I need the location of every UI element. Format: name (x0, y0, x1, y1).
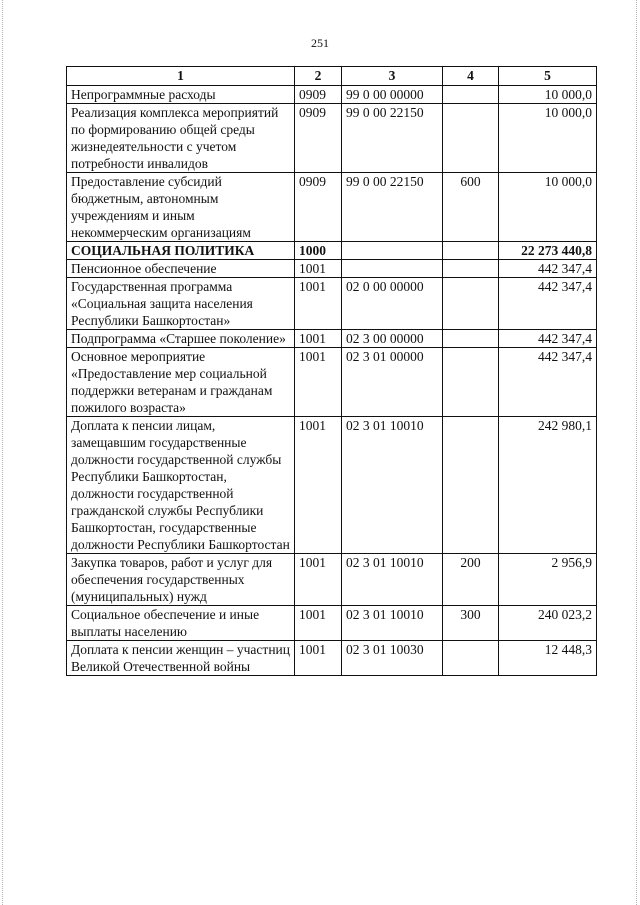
cell-expense-type (443, 641, 499, 676)
cell-amount: 442 347,4 (499, 278, 597, 330)
budget-table (66, 66, 597, 676)
cell-name: Доплата к пенсии лицам, замещавшим государственные должности государственной службы Республики Башкортостан, должности государственной гражданской службы Республики Башкортостан, государственные должности Республики Башкортостан (67, 417, 295, 554)
cell-section: 1001 (295, 417, 342, 554)
cell-name: Закупка товаров, работ и услуг для обеспечения государственных (муниципальных) нужд (67, 554, 295, 606)
cell-name: Непрограммные расходы (67, 86, 295, 104)
cell-amount: 442 347,4 (499, 348, 597, 417)
table-row (67, 641, 597, 676)
cell-name: Реализация комплекса мероприятий по формированию общей среды жизнедеятельности с учетом потребности инвалидов (67, 104, 295, 173)
cell-amount: 2 956,9 (499, 554, 597, 606)
cell-section: 1001 (295, 348, 342, 417)
cell-expense-type (443, 417, 499, 554)
cell-expense-type (443, 278, 499, 330)
table-row (67, 86, 597, 104)
table-row (67, 554, 597, 606)
cell-expense-type (443, 348, 499, 417)
cell-target-article (342, 242, 443, 260)
cell-name: Основное мероприятие «Предоставление мер социальной поддержки ветеранам и гражданам пожилого возраста» (67, 348, 295, 417)
cell-amount: 12 448,3 (499, 641, 597, 676)
scan-edge-right (636, 0, 638, 905)
cell-target-article: 02 3 01 10010 (342, 417, 443, 554)
table-header (67, 67, 597, 86)
header-col-5: 5 (499, 67, 597, 86)
cell-target-article: 02 3 01 10010 (342, 554, 443, 606)
cell-name: Пенсионное обеспечение (67, 260, 295, 278)
cell-target-article: 02 3 01 00000 (342, 348, 443, 417)
cell-section: 1001 (295, 641, 342, 676)
cell-section: 0909 (295, 104, 342, 173)
cell-name: Государственная программа «Социальная защита населения Республики Башкортостан» (67, 278, 295, 330)
cell-section: 0909 (295, 173, 342, 242)
cell-section: 1001 (295, 260, 342, 278)
cell-section: 1001 (295, 606, 342, 641)
cell-section: 1001 (295, 330, 342, 348)
cell-amount: 10 000,0 (499, 86, 597, 104)
cell-section: 1001 (295, 554, 342, 606)
cell-amount: 240 023,2 (499, 606, 597, 641)
cell-name: СОЦИАЛЬНАЯ ПОЛИТИКА (67, 242, 295, 260)
cell-expense-type (443, 330, 499, 348)
table-row (67, 260, 597, 278)
header-col-3: 3 (342, 67, 443, 86)
table-row (67, 417, 597, 554)
cell-target-article (342, 260, 443, 278)
cell-name: Социальное обеспечение и иные выплаты населению (67, 606, 295, 641)
header-col-1: 1 (67, 67, 295, 86)
table-row (67, 104, 597, 173)
cell-target-article: 02 3 01 10010 (342, 606, 443, 641)
cell-target-article: 99 0 00 22150 (342, 104, 443, 173)
cell-expense-type (443, 86, 499, 104)
cell-amount: 22 273 440,8 (499, 242, 597, 260)
table-row (67, 278, 597, 330)
cell-target-article: 02 0 00 00000 (342, 278, 443, 330)
cell-amount: 10 000,0 (499, 104, 597, 173)
cell-target-article: 99 0 00 22150 (342, 173, 443, 242)
table-row (67, 348, 597, 417)
cell-section: 1000 (295, 242, 342, 260)
cell-expense-type (443, 260, 499, 278)
table-row (67, 173, 597, 242)
header-col-4: 4 (443, 67, 499, 86)
cell-expense-type: 600 (443, 173, 499, 242)
cell-amount: 242 980,1 (499, 417, 597, 554)
cell-name: Доплата к пенсии женщин – участниц Великой Отечественной войны (67, 641, 295, 676)
table-row (67, 330, 597, 348)
cell-target-article: 02 3 00 00000 (342, 330, 443, 348)
cell-expense-type (443, 242, 499, 260)
cell-section: 0909 (295, 86, 342, 104)
cell-expense-type: 200 (443, 554, 499, 606)
page-number: 251 (311, 36, 329, 50)
cell-amount: 10 000,0 (499, 173, 597, 242)
table-row (67, 606, 597, 641)
cell-name: Подпрограмма «Старшее поколение» (67, 330, 295, 348)
cell-name: Предоставление субсидий бюджетным, автономным учреждениям и иным некоммерческим организациям (67, 173, 295, 242)
scan-edge-left (2, 0, 4, 905)
cell-expense-type (443, 104, 499, 173)
cell-amount: 442 347,4 (499, 330, 597, 348)
cell-amount: 442 347,4 (499, 260, 597, 278)
cell-target-article: 02 3 01 10030 (342, 641, 443, 676)
header-row (67, 67, 597, 86)
header-col-2: 2 (295, 67, 342, 86)
cell-section: 1001 (295, 278, 342, 330)
table-row (67, 242, 597, 260)
cell-target-article: 99 0 00 00000 (342, 86, 443, 104)
cell-expense-type: 300 (443, 606, 499, 641)
table-body (67, 86, 597, 676)
